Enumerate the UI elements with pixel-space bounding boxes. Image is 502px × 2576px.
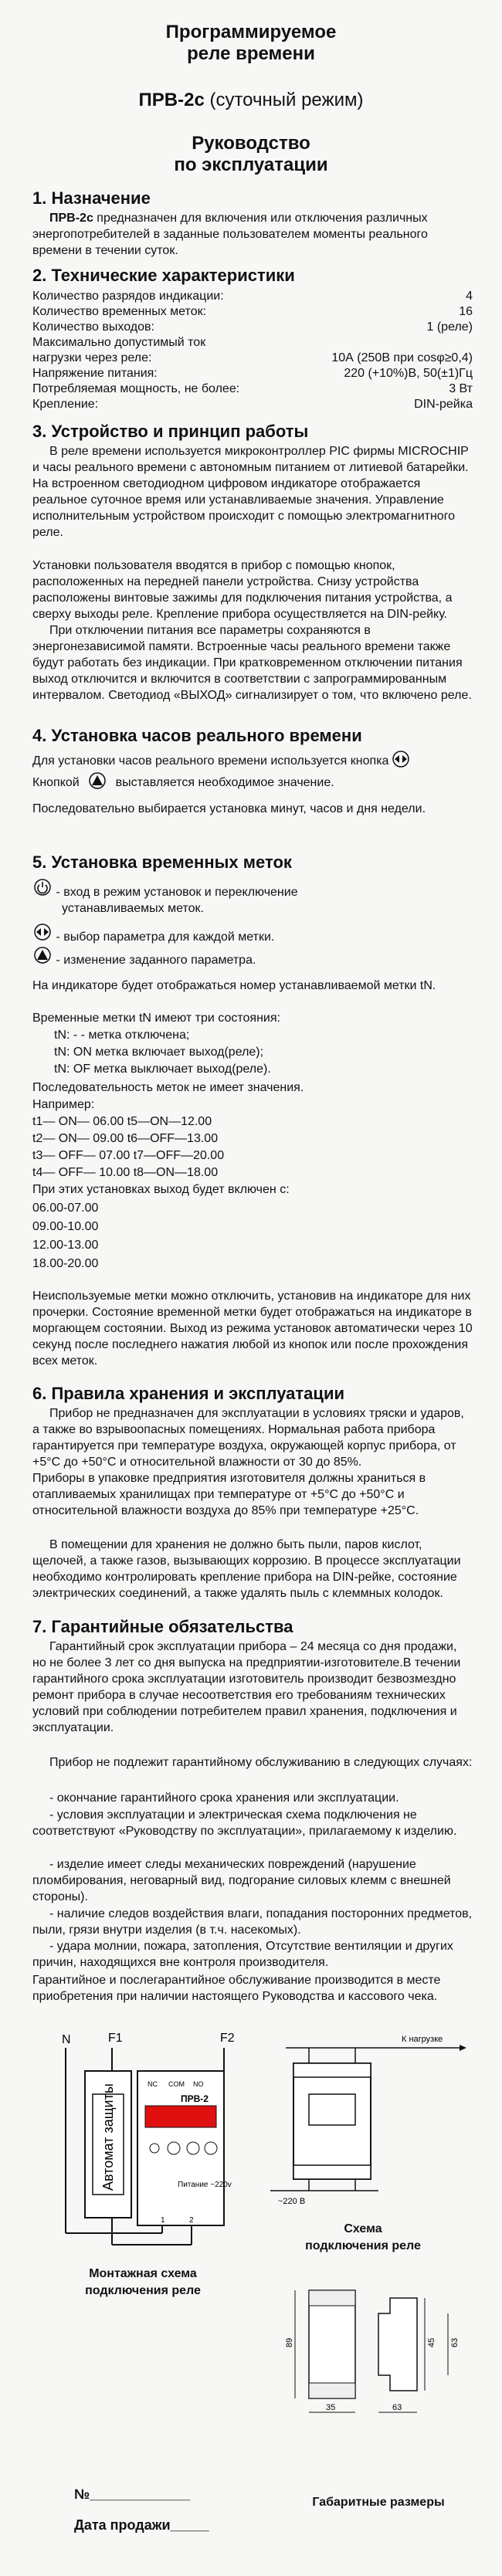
section-4-line1 <box>32 751 473 772</box>
label-no: NO <box>193 2080 204 2088</box>
section-7-heading: 7. Гарантийные обязательства <box>32 1617 293 1636</box>
section-6-p3: В помещении для хранения не должно быть пыли, паров кислот, щелочей, а также газов, вызывающих коррозию. В процессе эксплуатации необходимо контролировать крепление прибора на DIN-рейке, состояние электрических соединений, а также удалять пыль с клеммных колодок. <box>32 1538 461 1600</box>
title-line2: реле времени <box>187 43 315 64</box>
section-6-heading: 6. Правила хранения и эксплуатации <box>32 1384 344 1403</box>
section-4-p2: Последовательно выбирается установка минут, часов и дня недели. <box>32 802 426 815</box>
section-1-heading: 1. Назначение <box>32 188 151 208</box>
section-5-heading: 5. Установка временных меток <box>32 852 292 872</box>
section-5-order: Последовательность меток не имеет значения. <box>32 1081 304 1094</box>
section-5-unused: Неиспользуемые метки можно отключить, установив на индикаторе для них прочерки. Состояние временной метки будет отображаться на индикаторе в моргающем состоянии. Выход из режима установок автоматически через 10 секунд после последнего нажатия любой из кнопок или после прохождения всех меток. <box>32 1290 473 1368</box>
section-7-p3: Гарантийное и послегарантийное обслуживание производится в месте приобретения при наличии настоящего Руководства и кассового чека. <box>32 1974 441 2003</box>
relay-button-icon <box>205 2142 217 2154</box>
wiring-diagram-left <box>46 2025 239 2256</box>
spec-value: 10А (250В при cosφ≥0,4) <box>331 351 473 364</box>
spec-row <box>32 366 473 381</box>
warranty-item: - наличие следов воздействия влаги, попадания посторонних предметов, пыли, грязи внутри изделия (в т.ч. насекомых). <box>32 1907 473 1937</box>
pin-1-label: 1 <box>161 2216 165 2225</box>
spec-label: Крепление: <box>32 398 99 411</box>
relay-button-icon <box>168 2142 180 2154</box>
section-3-p2: Установки пользователя вводятся в прибор с помощью кнопок, расположенных на передней панели устройства. Снизу устройства расположены винтовые зажимы для подключения питания устройства, а сверху выходы реле. Крепление прибора осуществляется на DIN-рейку. <box>32 559 453 621</box>
section-4-text-a: Для установки часов реального времени используется кнопка <box>32 754 389 768</box>
legend-text: - выбор параметра для каждой метки. <box>56 930 275 944</box>
section-3-heading: 3. Устройство и принцип работы <box>32 422 309 441</box>
warranty-item: - окончание гарантийного срока хранения или эксплуатации. <box>49 1791 399 1805</box>
section-3-p1: В реле времени используется микроконтроллер PIC фирмы MICROCHIP и часы реального времени с автономным питанием от литиевой батарейки. На встроенном светодиодном цифровом индикаторе отображается реальное суточное время или устанавливаемые значения. Управление исполнительным устройством происходит с помощью электромагнитного реле. <box>32 445 469 539</box>
relay-button-icon <box>187 2142 199 2154</box>
manual-title-line2: по эксплуатации <box>174 154 328 175</box>
example-line: t3— OFF— 07.00 t7—OFF—20.00 <box>32 1149 225 1162</box>
spec-value: 3 Вт <box>449 382 473 395</box>
title-line1: Программируемое <box>165 22 337 42</box>
result-line: 18.00-20.00 <box>32 1257 99 1270</box>
result-line: 09.00-10.00 <box>32 1220 99 1233</box>
pin-2-label: 2 <box>189 2216 194 2225</box>
warranty-item: - удара молнии, пожара, затопления, Отсутствие вентиляции и других причин, находящихся вне контроля производителя. <box>32 1940 453 1969</box>
dim-63: 63 <box>450 2337 460 2347</box>
relay-power-label: Питание ~220v <box>178 2181 232 2189</box>
spec-row <box>32 304 473 320</box>
relay-model-label: ПРВ-2 <box>181 2093 209 2104</box>
footer-number: №_____________ <box>74 2486 191 2502</box>
dimensions-drawing <box>263 2267 479 2429</box>
legend-text: - вход в режим установок и переключение <box>56 886 298 899</box>
front-bottom <box>309 2383 355 2398</box>
legend-row <box>32 924 274 946</box>
legend-row: устанавливаемых меток. <box>62 902 204 915</box>
section-4-text-b: Кнопкой <box>32 776 80 790</box>
voltage-label: ~220 В <box>278 2197 306 2206</box>
spec-value: 1 (реле) <box>426 320 473 334</box>
model-name: ПРВ-2с <box>138 90 205 110</box>
spec-row <box>32 381 473 397</box>
power-icon <box>32 879 53 900</box>
dim-45: 45 <box>427 2337 436 2347</box>
model-subtitle: (суточный режим) <box>209 90 364 110</box>
footer-sale-date: Дата продажи_____ <box>74 2517 209 2533</box>
spec-row <box>32 351 473 366</box>
legend-text: - изменение заданного параметра. <box>56 954 256 967</box>
section-5-indicator: На индикаторе будет отображаться номер устанавливаемой метки tN. <box>32 979 436 992</box>
section-4-text-c: выставляется необходимое значение. <box>115 776 334 790</box>
caption-left-1: Монтажная схема <box>89 2267 197 2280</box>
arrows-icon <box>32 924 53 944</box>
load-label: К нагрузке <box>402 2035 443 2044</box>
manual-title-line1: Руководство <box>192 133 310 154</box>
section-1-text <box>32 210 473 259</box>
label-com: COM <box>168 2080 185 2088</box>
section-2-heading: 2. Технические характеристики <box>32 266 295 285</box>
section-3-p3: При отключении питания все параметры сохраняются в энергонезависимой памяти. Встроенные часы реального времени также будут работать без индикации. При кратковременном отключении питания выход отключится и включится в соответствии с запрограммированным интервалом. Светодиод «ВЫХОД» сигнализирует о том, что включено реле. <box>32 624 472 702</box>
dim-35: 35 <box>326 2403 336 2412</box>
triangle-icon <box>89 772 106 794</box>
dim-89: 89 <box>285 2337 294 2347</box>
section-5-result-title: При этих установках выход будет включен с: <box>32 1183 290 1196</box>
triangle-icon <box>32 947 53 968</box>
breaker-label: Автомат защиты <box>100 2083 116 2191</box>
side-view <box>378 2298 417 2391</box>
model-title <box>0 90 502 111</box>
spec-label: Количество временных меток: <box>32 305 207 318</box>
warranty-item: - изделие имеет следы механических повреждений (нарушение пломбирования, неговарный вид, подгорание силовых клемм с внешней стороны). <box>32 1858 451 1903</box>
spec-row <box>32 320 473 335</box>
caption-left-2: подключения реле <box>85 2284 201 2297</box>
state-line: tN: - - метка отключена; <box>54 1029 190 1042</box>
section-7-p1: Гарантийный срок эксплуатации прибора – 24 месяца со дня продажи, но не более 3 лет со дня выпуска на предприятии-изготовителе.В течении гарантийного срока эксплуатации изготовитель производит безвозмездно ремонт прибора в случае несоответствия его требованиям технических условий при соблюдении потребителем правил хранения, подключения и эксплуатации. <box>32 1640 461 1734</box>
caption-dims: Габаритные размеры <box>312 2496 445 2509</box>
spec-label: Количество разрядов индикации: <box>32 290 224 303</box>
section-5-example-title: Например: <box>32 1098 95 1111</box>
device-name: ПРВ-2с <box>49 212 93 225</box>
relay-display <box>145 2106 216 2127</box>
schematic-right <box>263 2025 479 2210</box>
arrows-icon <box>392 751 409 772</box>
front-top <box>309 2290 355 2306</box>
example-line: t4— OFF— 10.00 t8—ON—18.00 <box>32 1166 219 1179</box>
section-4-heading: 4. Установка часов реального времени <box>32 726 362 745</box>
result-line: 06.00-07.00 <box>32 1202 99 1215</box>
label-n: N <box>62 2033 71 2046</box>
caption-right-1: Схема <box>344 2222 382 2235</box>
spec-label: Максимально допустимый ток <box>32 336 206 349</box>
example-line: t1— ON— 06.00 t5—ON—12.00 <box>32 1115 212 1128</box>
relay-led-icon <box>150 2144 159 2153</box>
warranty-item: - условия эксплуатации и электрическая схема подключения не соответствуют «Руководству по эксплуатации», прилагаемому к изделию. <box>32 1808 457 1838</box>
label-nc: NC <box>148 2080 158 2088</box>
spec-row <box>32 397 473 412</box>
section-7-p2: Прибор не подлежит гарантийному обслуживанию в следующих случаях: <box>49 1756 473 1769</box>
spec-value: 16 <box>459 305 473 318</box>
load-arrow-icon <box>460 2045 466 2051</box>
front-view <box>309 2290 355 2398</box>
section-1-body: предназначен для включения или отключения различных энергопотребителей в заданные пользователем моменты реального времени в течении суток. <box>32 212 428 257</box>
section-5-states-title: Временные метки tN имеют три состояния: <box>32 1012 280 1025</box>
label-f2: F2 <box>220 2032 235 2045</box>
spec-label: Напряжение питания: <box>32 367 158 380</box>
spec-row <box>32 289 473 304</box>
legend-row <box>32 879 298 901</box>
section-6-p2: Приборы в упаковке предприятия изготовителя должны храниться в отапливаемых хранилищах при температуре от +5°С до +50°С и относительной влажности воздуха до 85% при температуре +25°С. <box>32 1472 426 1517</box>
spec-label: нагрузки через реле: <box>32 351 152 364</box>
label-f1: F1 <box>108 2032 123 2045</box>
spec-label: Количество выходов: <box>32 320 154 334</box>
state-line: tN: ON метка включает выход(реле); <box>54 1046 264 1059</box>
spec-label: Потребляемая мощность, не более: <box>32 382 240 395</box>
relay-top-terminals <box>293 2063 371 2077</box>
section-4-line2 <box>32 772 473 794</box>
caption-right-2: подключения реле <box>305 2239 421 2252</box>
dim-63b: 63 <box>392 2403 402 2412</box>
example-line: t2— ON— 09.00 t6—OFF—13.00 <box>32 1132 219 1145</box>
spec-value: 4 <box>466 290 473 303</box>
section-6-p1: Прибор не предназначен для эксплуатации в условиях тряски и ударов, а также во взрывоопасных помещениях. Нормальная работа прибора гарантируется при температуре воздуха, окружающей корпус прибора, от +5°С до +50°С и относительной влажности от 30 до 85%. <box>32 1407 464 1469</box>
state-line: tN: OF метка выключает выход(реле). <box>54 1063 271 1076</box>
legend-row <box>32 947 256 969</box>
result-line: 12.00-13.00 <box>32 1239 99 1252</box>
relay-window <box>309 2094 355 2125</box>
relay-bottom-terminals <box>293 2165 371 2179</box>
spec-value: DIN-рейка <box>414 398 473 411</box>
spec-value: 220 (+10%)В, 50(±1)Гц <box>344 367 473 380</box>
spec-row <box>32 335 473 351</box>
